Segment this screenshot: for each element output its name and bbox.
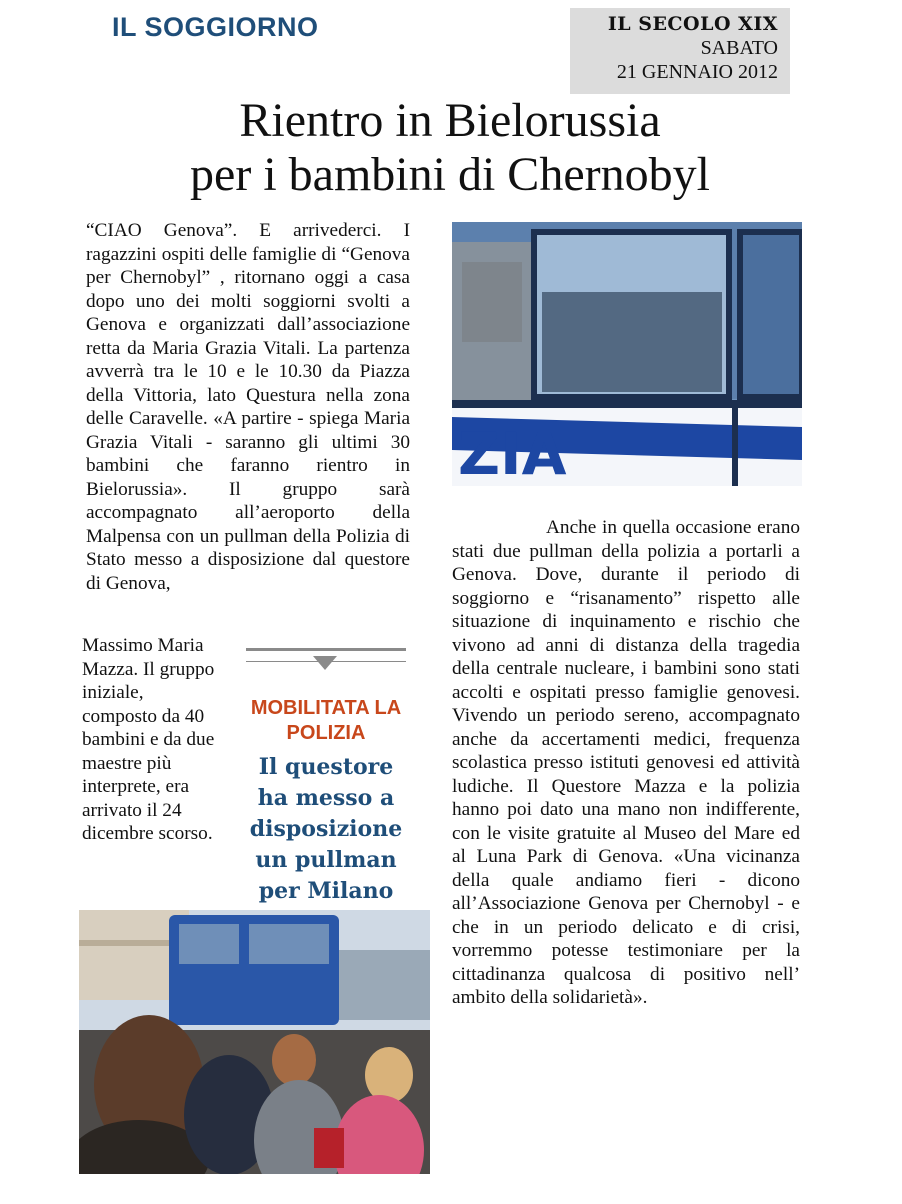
masthead <box>570 8 790 94</box>
bus-photo <box>452 222 802 486</box>
sidebar-kicker: MOBILITATA LA POLIZIA <box>250 697 402 744</box>
crowd-photo <box>79 910 430 1174</box>
headline-line-2: per i bambini di Chernobyl <box>190 148 710 201</box>
headline <box>60 94 840 202</box>
article-right-column: Anche in quella occasione erano stati due pullman della polizia a portarli a Genova. Dove, durante il periodo di soggiorno e “risanamento” rispetto alle situazione di inquinamento e rischio che vivono ad anni di distanza della tragedia della centrale nucleare, i bambini sono stati accolti e ospitati presso famiglie genovesi. Vivendo un periodo sereno, accompagnato anche da accertamenti medici, frequenza scolastica presso istituti genovesi ed attività ludiche. Il Questore Mazza e la polizia hanno poi dato una mano non indifferente, con le visite gratuite al Museo del Mare ed al Luna Park di Genova. «Una vicinanza della quale andiamo fieri - dicono all’Associazione Genova per Chernobyl - e che in un periodo delicato e di crisi, vorremmo potesse testimoniare per la cittadinanza qualcosa di positivo nell’ ambito della solidarietà». <box>452 517 800 1008</box>
sidebar-pull-quote: Il questore ha messo a disposizione un pullman per Milano <box>249 754 403 904</box>
bus-lettering: ZIA <box>458 420 567 486</box>
publication-day: SABATO <box>700 37 778 59</box>
bus-illustration <box>452 222 802 486</box>
sidebar-arrow-icon <box>313 656 337 670</box>
article-left-column: “CIAO Genova”. E arrivederci. I ragazzini ospiti delle famiglie di “Genova per Chernobyl” , ritornano oggi a casa dopo uno dei molti soggiorni svolti a Genova e organizzati dall’associazione retta da Maria Grazia Vitali. La partenza avverrà tra le 10 e le 10.30 da Piazza della Vittoria, lato Questura nella zona delle Caravelle. «A partire - spiega Maria Grazia Vitali - saranno gli ultimi 30 bambini che faranno rientro in Bielorussia». Il gruppo sarà accompagnato all’aeroporto della Malpensa con un pullman della Polizia di Stato messo a disposizione dal questore di Genova, <box>86 220 410 594</box>
newspaper-name: IL SECOLO XIX <box>607 13 778 35</box>
article-left-narrow-column: Massimo Maria Mazza. Il gruppo iniziale, composto da 40 bambini e da due maestre più interprete, era arrivato il 24 dicembre scorso. <box>82 635 215 844</box>
section-label: IL SOGGIORNO <box>112 12 319 42</box>
publication-date: 21 GENNAIO 2012 <box>616 61 778 83</box>
headline-line-1: Rientro in Bielorussia <box>239 94 661 147</box>
crowd-illustration <box>79 910 430 1174</box>
